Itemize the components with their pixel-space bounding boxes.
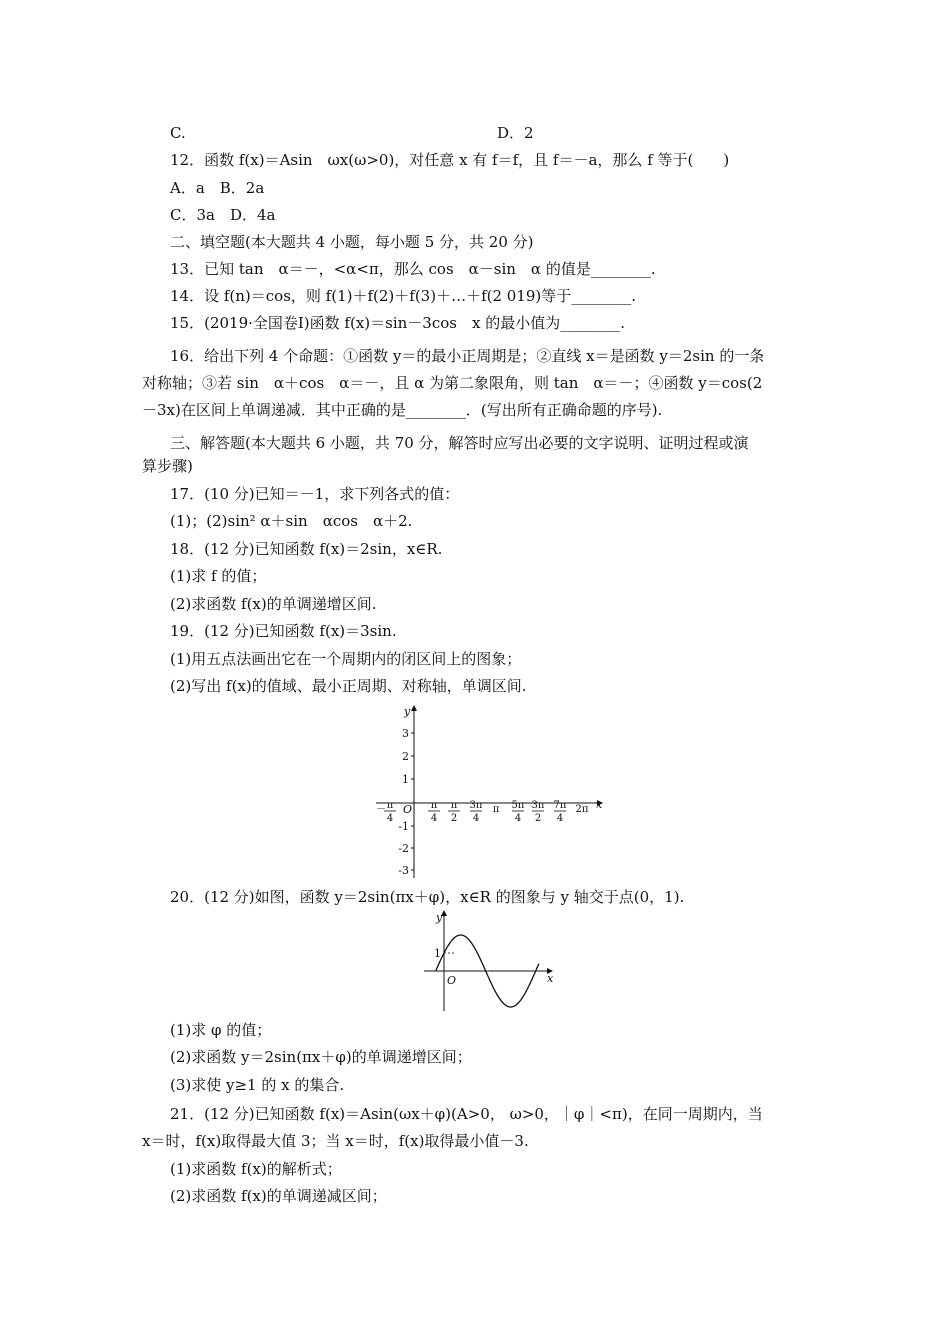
y-tick-1: 1 bbox=[434, 947, 441, 960]
x-tick-numerator: 3π bbox=[531, 800, 545, 811]
x-tick-sign: － bbox=[376, 804, 386, 815]
question-13: 13．已知 tan α＝－，<α<π，那么 cos α－sin α 的值是________. bbox=[170, 260, 656, 278]
question-18-part-1: (1)求 f 的值； bbox=[170, 567, 267, 585]
x-tick-numerator: π bbox=[386, 800, 394, 811]
x-tick-numerator: 5π bbox=[511, 800, 525, 811]
x-tick-denominator: 4 bbox=[556, 813, 564, 824]
section-2-heading: 二、填空题(本大题共 4 小题，每小题 5 分，共 20 分) bbox=[170, 233, 534, 251]
y-tick-label: 3 bbox=[402, 727, 409, 740]
coordinate-grid-figure bbox=[370, 700, 610, 880]
x-tick-numerator: 7π bbox=[553, 800, 567, 811]
question-20-part-2: (2)求函数 y＝2sin(πx＋φ)的单调递增区间； bbox=[170, 1048, 472, 1066]
x-tick-numerator: π bbox=[492, 804, 500, 815]
question-16-line-1: 16．给出下列 4 个命题：①函数 y＝的最小正周期是；②直线 x＝是函数 y＝2sin 的一条 bbox=[170, 347, 765, 365]
x-axis-label: x bbox=[596, 798, 603, 811]
x-tick-denominator: 2 bbox=[534, 813, 542, 824]
question-20-part-3: (3)求使 y≥1 的 x 的集合. bbox=[170, 1076, 345, 1094]
question-12-options-ab: A．a B．2a bbox=[170, 179, 265, 197]
question-12: 12．函数 f(x)＝Asin ωx(ω>0)，对任意 x 有 f＝f，且 f＝－a，那么 f 等于( ) bbox=[170, 151, 730, 169]
x-tick-denominator: 4 bbox=[386, 813, 394, 824]
origin-label: O bbox=[447, 974, 457, 987]
question-21-cont: x＝时，f(x)取得最大值 3；当 x＝时，f(x)取得最小值－3. bbox=[142, 1132, 529, 1150]
question-16-line-2: 对称轴；③若 sin α＋cos α＝－，且 α 为第二象限角，则 tan α＝－；④函数 y＝cos(2 bbox=[142, 374, 763, 392]
section-3-heading: 三、解答题(本大题共 6 小题，共 70 分，解答时应写出必要的文字说明、证明过程或演 bbox=[170, 434, 749, 452]
question-15: 15．(2019·全国卷Ⅰ)函数 f(x)＝sin－3cos x 的最小值为________. bbox=[170, 314, 625, 332]
y-tick-label: -1 bbox=[398, 820, 409, 833]
question-20: 20．(12 分)如图，函数 y＝2sin(πx＋φ)，x∈R 的图象与 y 轴交于点(0，1). bbox=[170, 888, 685, 906]
x-tick-denominator: 4 bbox=[430, 813, 438, 824]
question-19-part-2: (2)写出 f(x)的值域、最小正周期、对称轴，单调区间. bbox=[170, 677, 527, 695]
origin-label: O bbox=[403, 803, 413, 816]
question-21-part-2: (2)求函数 f(x)的单调递减区间； bbox=[170, 1187, 387, 1205]
x-tick-numerator: π bbox=[430, 800, 438, 811]
y-axis-label: y bbox=[436, 911, 443, 924]
x-tick-numerator: 2π bbox=[575, 804, 589, 815]
option-c-line: C. bbox=[170, 124, 186, 142]
option-d-line: D．2 bbox=[497, 124, 534, 142]
question-14: 14．设 f(n)＝cos，则 f(1)＋f(2)＋f(3)＋…＋f(2 019)等于________. bbox=[170, 287, 637, 305]
question-19-part-1: (1)用五点法画出它在一个周期内的闭区间上的图象； bbox=[170, 650, 522, 668]
question-16-line-3: －3x)在区间上单调递减．其中正确的是________．(写出所有正确命题的序号). bbox=[142, 401, 663, 419]
sine-graph-figure bbox=[420, 905, 560, 1015]
question-17: 17．(10 分)已知＝－1，求下列各式的值： bbox=[170, 485, 460, 503]
x-axis-label: x bbox=[547, 972, 554, 985]
question-17-parts: (1)；(2)sin² α＋sin αcos α＋2. bbox=[170, 512, 413, 530]
y-tick-label: 2 bbox=[402, 750, 409, 763]
y-tick-label: -2 bbox=[398, 842, 409, 855]
x-tick-denominator: 2 bbox=[450, 813, 458, 824]
y-axis-label: y bbox=[404, 705, 411, 718]
y-tick-label: -3 bbox=[398, 864, 409, 877]
x-tick-denominator: 4 bbox=[472, 813, 480, 824]
y-tick-label: 1 bbox=[402, 773, 409, 786]
x-tick-denominator: 4 bbox=[514, 813, 522, 824]
question-21: 21．(12 分)已知函数 f(x)＝Asin(ωx＋φ)(A>0， ω>0，｜φ｜<π)，在同一周期内，当 bbox=[170, 1105, 763, 1123]
x-tick-numerator: 3π bbox=[469, 800, 483, 811]
question-18-part-2: (2)求函数 f(x)的单调递增区间. bbox=[170, 595, 377, 613]
question-21-part-1: (1)求函数 f(x)的解析式； bbox=[170, 1160, 342, 1178]
question-19: 19．(12 分)已知函数 f(x)＝3sin. bbox=[170, 622, 397, 640]
section-3-heading-cont: 算步骤) bbox=[142, 457, 193, 475]
question-18: 18．(12 分)已知函数 f(x)＝2sin，x∈R. bbox=[170, 540, 443, 558]
x-tick-numerator: π bbox=[450, 800, 458, 811]
question-20-part-1: (1)求 φ 的值； bbox=[170, 1021, 272, 1039]
question-12-options-cd: C．3a D．4a bbox=[170, 206, 276, 224]
